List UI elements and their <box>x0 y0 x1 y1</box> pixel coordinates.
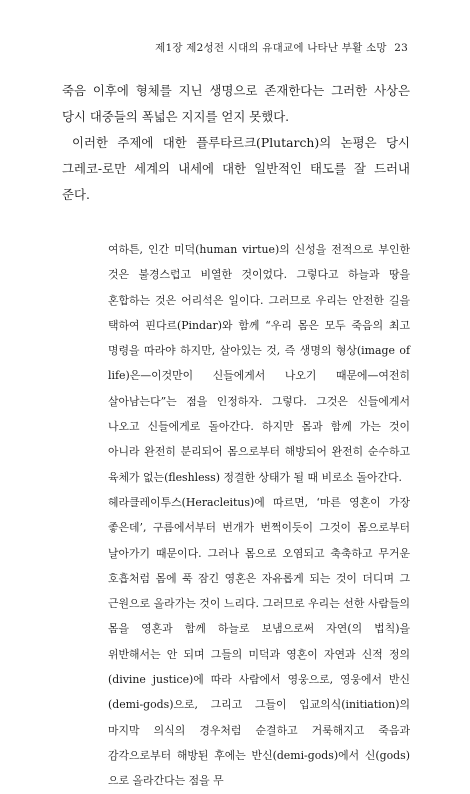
page-number: 23 <box>394 42 408 54</box>
running-header <box>155 40 408 55</box>
quote-paragraph-1: 여하튼, 인간 미덕(human virtue)의 신성을 전적으로 부인한 것은 불경스럽고 비열한 것이었다. 그렇다고 하늘과 땅을 혼합하는 것은 어리석은 일이다. 그러므로 우리는 안전한 길을 택하여 핀다르(Pindar)와 함께 “우리 몸은 모두 죽음의 최고 명령을 따라야 하지만, 살아있는 것, 즉 생명의 형상(image of life)은—이것만이 신들에게서 나오기 때문에—여전히 살아남는다”는 점을 인정하자. 그렇다. 그것은 신들에게서 나오고 신들에게로 돌아간다. 하지만 몸과 함께 가는 것이 아니라 완전히 분리되어 몸으로부터 해방되어 완전히 순수하고 육체가 없는(fleshless) 정결한 상태가 될 때 비로소 돌아간다. <box>108 243 410 484</box>
body-paragraph-1: 죽음 이후에 형체를 지닌 생명으로 존재한다는 그러한 사상은 당시 대중들의 폭넓은 지지를 얻지 못했다. <box>62 83 410 124</box>
running-title: 제1장 제2성전 시대의 유대교에 나타난 부활 소망 <box>155 42 387 54</box>
body-text <box>62 78 410 208</box>
body-paragraph-2: 이러한 주제에 대한 플루타르크(Plutarch)의 논평은 당시 그레코-로만 세계의 내세에 대한 일반적인 태도를 잘 드러내 준다. <box>62 135 410 202</box>
quote-paragraph-2: 헤라클레이투스(Heracleitus)에 따르면, ‘마른 영혼이 가장 좋은데’, 구름에서부터 번개가 번쩍이듯이 그것이 몸으로부터 날아가기 때문이다. 그러나 몸으로 오염되고 축축하고 무거운 호흡처럼 몸에 푹 잠긴 영혼은 자유롭게 되는 것이 더디며 그 근원으로 올라가는 것이 느리다. 그러므로 우리는 선한 사람들의 몸을 영혼과 함께 하늘로 보냄으로써 자연(의 법칙)을 위반해서는 안 되며 그들의 미덕과 영혼이 자연과 신적 정의(divine justice)에 따라 사람에서 영웅으로, 영웅에서 반신(demi-gods)으로, 그리고 그들이 입교의식(initiation)의 마지막 의식의 경우처럼 순결하고 거룩해지고 죽음과 감각으로부터 해방된 후에는 반신(demi-gods)에서 신(gods)으로 올라간다는 점을 무 <box>108 495 410 788</box>
block-quote <box>108 237 410 794</box>
